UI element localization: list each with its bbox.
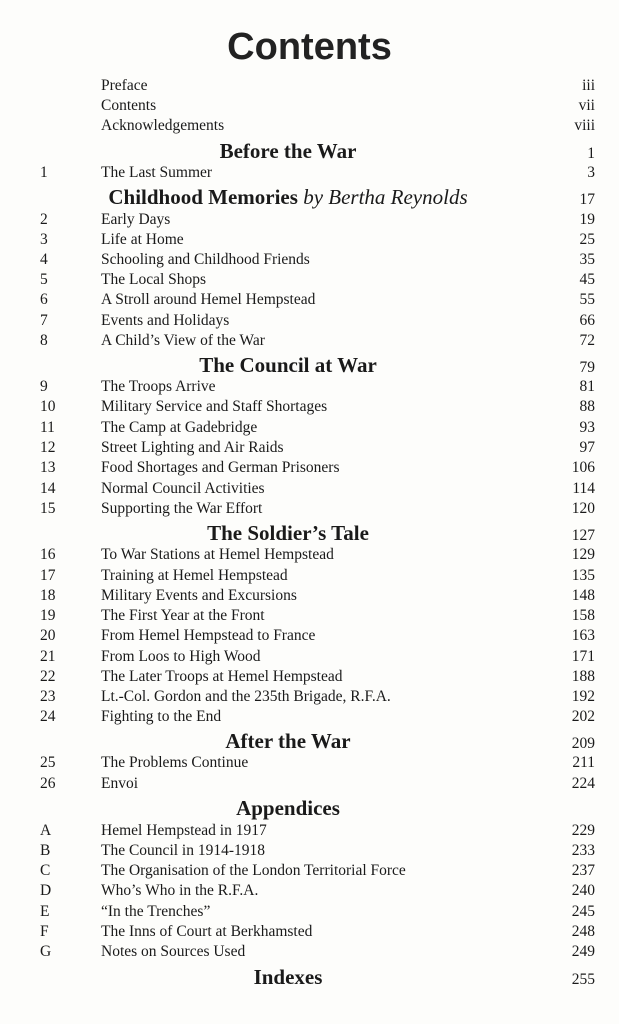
entry-title: The Council in 1914-1918 xyxy=(101,842,266,859)
toc-entry-row xyxy=(0,566,619,586)
entry-page-number: 88 xyxy=(579,398,595,415)
entry-page-number: 192 xyxy=(571,688,595,705)
page-title: Contents xyxy=(227,26,392,68)
entry-number: E xyxy=(40,903,50,920)
entry-number: F xyxy=(40,923,49,940)
section-page-number: 79 xyxy=(579,359,595,376)
toc-entry-row xyxy=(0,230,619,250)
section-author: by Bertha Reynolds xyxy=(303,185,468,209)
entry-page-number: 129 xyxy=(571,546,595,563)
entry-page-number: 224 xyxy=(571,775,595,792)
toc-entry-row xyxy=(0,922,619,942)
section-heading-row xyxy=(0,729,619,753)
entry-number: 7 xyxy=(40,312,48,329)
toc-entry-row xyxy=(0,290,619,310)
entry-number: 26 xyxy=(40,775,56,792)
entry-number: 6 xyxy=(40,291,48,308)
entry-title: Acknowledgements xyxy=(101,117,225,134)
toc-entry-row xyxy=(0,586,619,606)
toc-entry-row xyxy=(0,707,619,727)
entry-title: “In the Trenches” xyxy=(101,903,211,920)
entry-title: Training at Hemel Hempstead xyxy=(101,567,288,584)
toc-entry-row xyxy=(0,821,619,841)
entry-page-number: 158 xyxy=(571,607,595,624)
entry-title: Schooling and Childhood Friends xyxy=(101,251,310,268)
toc-entry-row xyxy=(0,479,619,499)
section-heading-text: Childhood Memories xyxy=(108,185,298,209)
entry-title: Fighting to the End xyxy=(101,708,222,725)
entry-title: Preface xyxy=(101,77,148,94)
entry-number: 10 xyxy=(40,398,56,415)
entry-title: Notes on Sources Used xyxy=(101,943,246,960)
toc-front-matter-row xyxy=(0,96,619,116)
section-heading-row xyxy=(0,521,619,545)
entry-title: The Local Shops xyxy=(101,271,207,288)
entry-number: 23 xyxy=(40,688,56,705)
toc-entry-row xyxy=(0,545,619,565)
entry-title: The Organisation of the London Territorial Force xyxy=(101,862,406,879)
entry-title: Military Service and Staff Shortages xyxy=(101,398,328,415)
entry-number: 17 xyxy=(40,567,56,584)
entry-page-number: 25 xyxy=(579,231,595,248)
entry-page-number: 81 xyxy=(579,378,595,395)
toc-entry-row xyxy=(0,841,619,861)
entry-page-number: 249 xyxy=(571,943,595,960)
entry-page-number: 237 xyxy=(571,862,595,879)
entry-number: G xyxy=(40,943,52,960)
entry-title: Early Days xyxy=(101,211,171,228)
section-page-number: 17 xyxy=(579,191,595,208)
toc-entry-row xyxy=(0,163,619,183)
toc-entry-row xyxy=(0,250,619,270)
entry-page-number: 35 xyxy=(579,251,595,268)
toc-entry-row xyxy=(0,270,619,290)
toc-entry-row xyxy=(0,861,619,881)
section-heading-text: Before the War xyxy=(219,139,357,163)
toc-front-matter-row xyxy=(0,116,619,136)
entry-title: Street Lighting and Air Raids xyxy=(101,439,284,456)
section-heading xyxy=(0,139,576,163)
toc-entry-row xyxy=(0,881,619,901)
toc-entry-row xyxy=(0,667,619,687)
entry-title: Military Events and Excursions xyxy=(101,587,297,604)
entry-title: Contents xyxy=(101,97,157,114)
entry-page-number: 188 xyxy=(571,668,595,685)
entry-page-number: 248 xyxy=(571,923,595,940)
section-heading-row xyxy=(0,139,619,163)
entry-number: D xyxy=(40,882,52,899)
entry-number: 22 xyxy=(40,668,56,685)
entry-page-number: 229 xyxy=(571,822,595,839)
entry-page-number: 120 xyxy=(571,500,595,517)
entry-page-number: 106 xyxy=(571,459,595,476)
toc-entry-row xyxy=(0,418,619,438)
toc-entry-row xyxy=(0,458,619,478)
entry-page-number: viii xyxy=(574,117,595,134)
entry-number: 15 xyxy=(40,500,56,517)
entry-number: C xyxy=(40,862,51,879)
entry-title: To War Stations at Hemel Hempstead xyxy=(101,546,334,563)
toc-entry-row xyxy=(0,311,619,331)
section-heading xyxy=(0,729,576,753)
entry-page-number: 55 xyxy=(579,291,595,308)
toc-entry-row xyxy=(0,438,619,458)
entry-title: Who’s Who in the R.F.A. xyxy=(101,882,259,899)
toc-entry-row xyxy=(0,753,619,773)
section-heading-row xyxy=(0,353,619,377)
entry-title: The Camp at Gadebridge xyxy=(101,419,258,436)
entry-title: From Loos to High Wood xyxy=(101,648,261,665)
entry-title: The Troops Arrive xyxy=(101,378,216,395)
toc-entry-row xyxy=(0,397,619,417)
entry-number: 20 xyxy=(40,627,56,644)
entry-page-number: vii xyxy=(578,97,595,114)
toc-entry-row xyxy=(0,902,619,922)
entry-page-number: iii xyxy=(582,77,595,94)
entry-title: Food Shortages and German Prisoners xyxy=(101,459,340,476)
section-page-number: 255 xyxy=(571,971,595,988)
entry-title: Envoi xyxy=(101,775,139,792)
entry-number: 19 xyxy=(40,607,56,624)
entry-number: 18 xyxy=(40,587,56,604)
entry-page-number: 211 xyxy=(572,754,595,771)
entry-title: The Problems Continue xyxy=(101,754,249,771)
entry-number: 16 xyxy=(40,546,56,563)
section-page-number: 209 xyxy=(571,735,595,752)
entry-number: 25 xyxy=(40,754,56,771)
entry-page-number: 19 xyxy=(579,211,595,228)
entry-page-number: 97 xyxy=(579,439,595,456)
entry-page-number: 45 xyxy=(579,271,595,288)
entry-number: 24 xyxy=(40,708,56,725)
toc-entry-row xyxy=(0,210,619,230)
entry-title: The Inns of Court at Berkhamsted xyxy=(101,923,313,940)
entry-title: Life at Home xyxy=(101,231,184,248)
entry-number: B xyxy=(40,842,51,859)
toc-entry-row xyxy=(0,499,619,519)
section-heading xyxy=(0,353,576,377)
entry-page-number: 148 xyxy=(571,587,595,604)
toc-entry-row xyxy=(0,687,619,707)
toc-entry-row xyxy=(0,626,619,646)
section-heading xyxy=(0,965,576,989)
entry-title: A Stroll around Hemel Hempstead xyxy=(101,291,316,308)
entry-number: 8 xyxy=(40,332,48,349)
entry-number: 21 xyxy=(40,648,56,665)
entry-number: 1 xyxy=(40,164,48,181)
section-heading-text: Indexes xyxy=(253,965,323,989)
section-heading-text: The Council at War xyxy=(199,353,377,377)
section-heading xyxy=(0,521,576,545)
section-heading-row xyxy=(0,185,619,209)
entry-page-number: 240 xyxy=(571,882,595,899)
entry-page-number: 163 xyxy=(571,627,595,644)
entry-number: 11 xyxy=(40,419,55,436)
entry-page-number: 72 xyxy=(579,332,595,349)
entry-page-number: 233 xyxy=(571,842,595,859)
entry-page-number: 245 xyxy=(571,903,595,920)
toc-entry-row xyxy=(0,942,619,962)
entry-page-number: 202 xyxy=(571,708,595,725)
toc-entry-row xyxy=(0,331,619,351)
toc-entry-row xyxy=(0,606,619,626)
entry-title: Hemel Hempstead in 1917 xyxy=(101,822,267,839)
section-heading-row xyxy=(0,965,619,989)
toc-front-matter-row xyxy=(0,76,619,96)
entry-title: The Later Troops at Hemel Hempstead xyxy=(101,668,343,685)
section-heading-text: The Soldier’s Tale xyxy=(207,521,369,545)
toc-entry-row xyxy=(0,774,619,794)
entry-page-number: 66 xyxy=(579,312,595,329)
entry-number: 5 xyxy=(40,271,48,288)
toc-entry-row xyxy=(0,377,619,397)
entry-number: A xyxy=(40,822,52,839)
entry-title: The Last Summer xyxy=(101,164,213,181)
entry-number: 4 xyxy=(40,251,48,268)
section-heading-text: Appendices xyxy=(236,796,340,820)
entry-number: 3 xyxy=(40,231,48,248)
entry-title: The First Year at the Front xyxy=(101,607,265,624)
entry-number: 9 xyxy=(40,378,48,395)
entry-number: 14 xyxy=(40,480,56,497)
entry-number: 2 xyxy=(40,211,48,228)
entry-title: From Hemel Hempstead to France xyxy=(101,627,316,644)
section-page-number: 127 xyxy=(571,527,595,544)
toc-entry-row xyxy=(0,647,619,667)
entry-title: Normal Council Activities xyxy=(101,480,265,497)
section-heading xyxy=(0,796,576,820)
entry-title: A Child’s View of the War xyxy=(101,332,265,349)
entry-title: Events and Holidays xyxy=(101,312,230,329)
entry-page-number: 93 xyxy=(579,419,595,436)
section-heading xyxy=(0,185,576,209)
entry-page-number: 171 xyxy=(571,648,595,665)
section-heading-text: After the War xyxy=(225,729,351,753)
entry-number: 12 xyxy=(40,439,56,456)
entry-page-number: 135 xyxy=(571,567,595,584)
entry-title: Lt.-Col. Gordon and the 235th Brigade, R.F.A. xyxy=(101,688,391,705)
section-page-number: 1 xyxy=(587,145,595,162)
entry-number: 13 xyxy=(40,459,56,476)
entry-page-number: 114 xyxy=(572,480,595,497)
section-heading-row xyxy=(0,796,619,820)
entry-title: Supporting the War Effort xyxy=(101,500,263,517)
entry-page-number: 3 xyxy=(587,164,595,181)
